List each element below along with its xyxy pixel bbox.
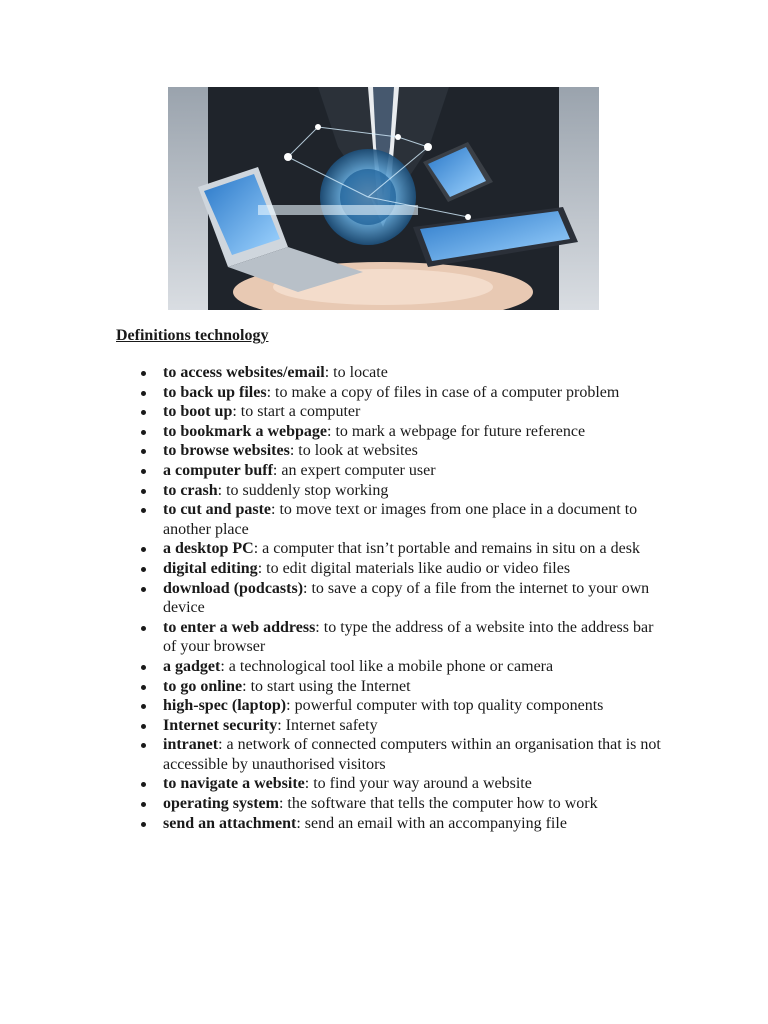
definition-text: : to locate [324, 364, 388, 381]
definition-term: download (podcasts) [163, 579, 304, 597]
definition-text: : to mark a webpage for future reference [327, 422, 586, 440]
definition-text: : Internet safety [277, 716, 378, 734]
definition-item [163, 696, 663, 716]
definition-text: : to save a copy of a file from the internet to your own device [163, 579, 650, 617]
businessman-technology-illustration [168, 87, 599, 310]
definition-term: to browse websites [163, 442, 290, 460]
definition-text: : the software that tells the computer how to work [278, 795, 598, 813]
definition-item [163, 422, 663, 442]
definition-term: to bookmark a webpage [163, 422, 328, 440]
definition-item [163, 579, 663, 618]
definition-item [163, 559, 663, 579]
definition-text: : a technological tool like a mobile phone or camera [220, 657, 554, 675]
definition-item [163, 481, 663, 501]
definition-item [163, 716, 663, 736]
definition-text: : to start using the Internet [242, 677, 411, 695]
definition-text: : to suddenly stop working [217, 481, 389, 499]
definition-text: : to find your way around a website [304, 775, 532, 793]
definition-term: to crash [163, 481, 218, 499]
definition-text: : a computer that isn’t portable and remains in situ on a desk [253, 540, 640, 558]
definition-term: a gadget [163, 657, 221, 675]
definition-item [163, 363, 663, 383]
definition-term: intranet [163, 736, 219, 754]
definition-term: a computer buff [163, 461, 273, 479]
definition-text: : send an email with an accompanying file [296, 814, 567, 832]
definition-item [163, 618, 663, 657]
definition-item [163, 500, 663, 539]
definitions-list [163, 363, 663, 833]
definition-term: send an attachment [163, 814, 297, 832]
page-title: Definitions technology [116, 327, 269, 344]
definition-text: : to start a computer [232, 403, 361, 421]
definition-term: to enter a web address [163, 618, 316, 636]
definition-term: to access websites/email [163, 364, 325, 381]
definition-text: : a network of connected computers within an organisation that is not accessible by unauthorised visitors [163, 736, 661, 773]
definition-item [163, 441, 663, 461]
technology-photo [168, 87, 599, 310]
definition-term: a desktop PC [163, 540, 254, 558]
definition-item [163, 461, 663, 481]
definition-text: : to type the address of a website into the address bar of your browser [163, 618, 654, 656]
definition-item [163, 814, 663, 834]
definition-item [163, 383, 663, 403]
definition-text: : to make a copy of files in case of a computer problem [266, 383, 620, 401]
definition-text: : to edit digital materials like audio or video files [257, 559, 571, 577]
definition-item [163, 774, 663, 794]
definition-text: : an expert computer user [272, 461, 436, 479]
definition-text: : to look at websites [289, 442, 418, 460]
definition-term: to navigate a website [163, 775, 305, 793]
definition-term: to cut and paste [163, 501, 272, 519]
definition-term: Internet security [163, 716, 278, 734]
definition-term: operating system [163, 795, 279, 813]
definition-text: : to move text or images from one place in a document to another place [163, 501, 638, 538]
definition-item [163, 794, 663, 814]
definition-term: to boot up [163, 403, 233, 421]
definition-item [163, 735, 663, 774]
definition-term: to go online [163, 677, 243, 695]
definition-term: digital editing [163, 559, 258, 577]
definition-term: high-spec (laptop) [163, 697, 287, 715]
definition-item [163, 677, 663, 697]
definition-item [163, 402, 663, 422]
definition-text: : powerful computer with top quality components [286, 697, 604, 715]
definition-term: to back up files [163, 383, 267, 401]
definition-item [163, 657, 663, 677]
definition-item [163, 539, 663, 559]
